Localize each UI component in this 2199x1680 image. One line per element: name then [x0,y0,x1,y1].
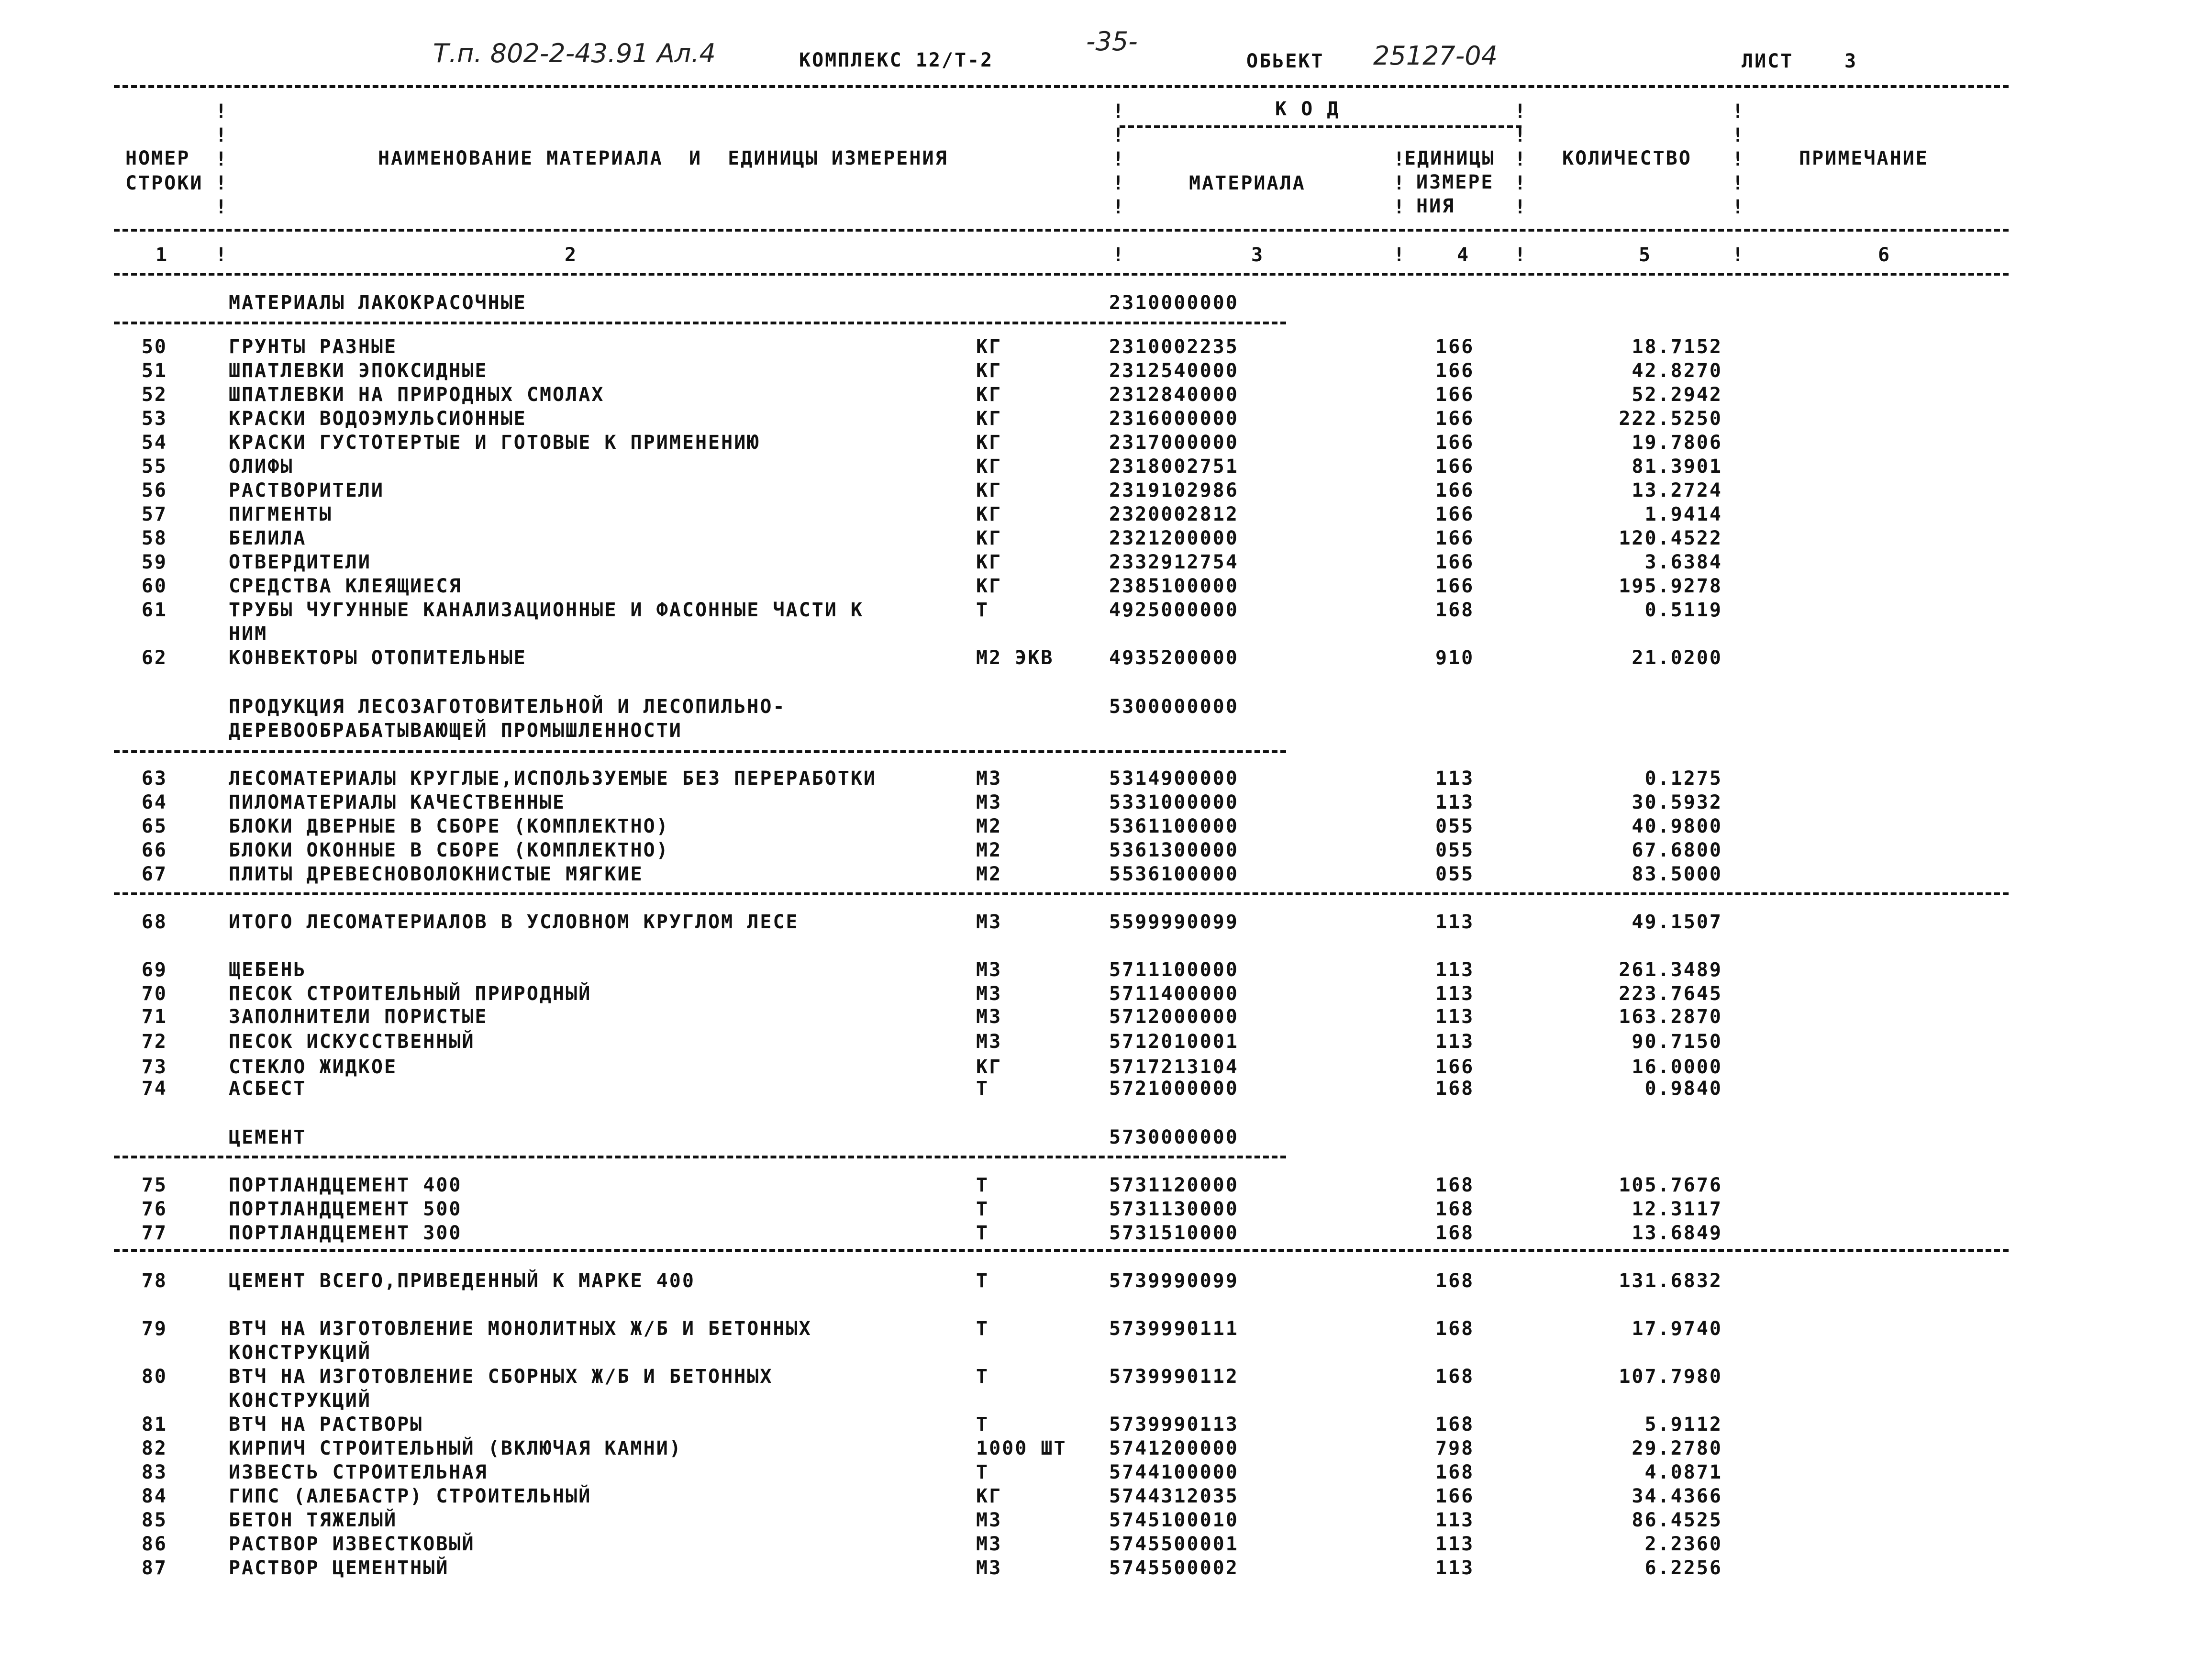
unit-name: Т [976,1270,989,1292]
material-name: ПИГМЕНТЫ [229,503,333,525]
separator-mark: ! [215,100,227,122]
quantity-value: 86.4525 [1632,1509,1722,1531]
col-header-row-no-2: СТРОКИ [125,172,203,194]
row-number: 59 [141,551,167,573]
unit-code: 166 [1435,575,1475,597]
quantity-value: 12.3117 [1632,1198,1722,1220]
unit-name: КГ [976,360,1002,382]
unit-code: 113 [1435,791,1475,813]
unit-name: М3 [976,1006,1002,1028]
object-label: ОБЬЕКТ [1246,50,1324,72]
row-number: 71 [141,1006,167,1028]
unit-code: 168 [1435,1078,1475,1100]
unit-code: 113 [1435,983,1475,1005]
material-name: ГРУНТЫ РАЗНЫЕ [229,336,398,358]
row-number: 68 [141,911,167,933]
header-rule-bottom [114,273,2009,276]
quantity-value: 40.9800 [1632,815,1722,837]
unit-code: 168 [1435,1174,1475,1196]
separator-mark: ! [1393,244,1405,266]
unit-name: М3 [976,1031,1002,1053]
quantity-value: 195.9278 [1619,575,1722,597]
row-number: 67 [141,863,167,885]
row-number: 72 [141,1031,167,1053]
material-name: ПЛИТЫ ДРЕВЕСНОВОЛОКНИСТЫЕ МЯГКИЕ [229,863,644,885]
material-name: КРАСКИ ГУСТОТЕРТЫЕ И ГОТОВЫЕ К ПРИМЕНЕНИЮ [229,432,760,454]
handwritten-reference: Т.п. 802-2-43.91 Ал.4 [433,38,716,68]
material-name: ВТЧ НА ИЗГОТОВЛЕНИЕ МОНОЛИТНЫХ Ж/Б И БЕТОННЫХ КОНСТРУКЦИЙ [229,1318,812,1364]
unit-code: 168 [1435,599,1475,621]
section-rule [114,1156,1286,1158]
material-name: РАСТВОР ЦЕМЕНТНЫЙ [229,1557,449,1579]
quantity-value: 107.7980 [1619,1366,1722,1388]
separator-mark: ! [1514,196,1526,218]
unit-code: 113 [1435,959,1475,981]
quantity-value: 0.1275 [1644,768,1722,790]
material-code: 4935200000 [1109,647,1239,669]
material-code: 5745100010 [1109,1509,1239,1531]
unit-name: М3 [976,1533,1002,1555]
quantity-value: 83.5000 [1632,863,1722,885]
unit-name: КГ [976,336,1002,358]
unit-name: КГ [976,456,1002,478]
row-number: 55 [141,456,167,478]
material-name: ПЕСОК СТРОИТЕЛЬНЫЙ ПРИРОДНЫЙ [229,983,592,1005]
col-header-code: К О Д [1275,98,1340,120]
unit-name: Т [976,1318,989,1340]
unit-code: 055 [1435,815,1475,837]
separator-mark: ! [215,244,227,266]
material-code: 2310002235 [1109,336,1239,358]
separator-mark: ! [1514,148,1526,170]
quantity-value: 18.7152 [1632,336,1722,358]
quantity-value: 223.7645 [1619,983,1722,1005]
quantity-value: 222.5250 [1619,408,1722,430]
unit-code: 910 [1435,647,1475,669]
row-number: 53 [141,408,167,430]
row-number: 79 [141,1318,167,1340]
row-number: 51 [141,360,167,382]
row-number: 58 [141,527,167,549]
quantity-value: 1.9414 [1644,503,1722,525]
unit-name: Т [976,1174,989,1196]
material-name: ВТЧ НА ИЗГОТОВЛЕНИЕ СБОРНЫХ Ж/Б И БЕТОННЫХ КОНСТРУКЦИЙ [229,1366,773,1412]
separator-mark: ! [1732,100,1744,122]
unit-code: 166 [1435,432,1475,454]
unit-code: 166 [1435,336,1475,358]
material-name: ПИЛОМАТЕРИАЛЫ КАЧЕСТВЕННЫЕ [229,791,566,813]
unit-code: 113 [1435,1533,1475,1555]
quantity-value: 120.4522 [1619,527,1722,549]
material-name: БЕЛИЛА [229,527,307,549]
material-code: 4925000000 [1109,599,1239,621]
material-name: СРЕДСТВА КЛЕЯЩИЕСЯ [229,575,462,597]
row-number: 52 [141,384,167,406]
row-number: 81 [141,1413,167,1435]
col-header-row-no-1: НОМЕР [125,147,190,169]
quantity-value: 21.0200 [1632,647,1722,669]
unit-name: КГ [976,1056,1002,1078]
material-name: МАТЕРИАЛЫ ЛАКОКРАСОЧНЫЕ [229,292,527,314]
material-name: СТЕКЛО ЖИДКОЕ [229,1056,398,1078]
unit-code: 113 [1435,1031,1475,1053]
material-code: 2310000000 [1109,292,1239,314]
quantity-value: 81.3901 [1632,456,1722,478]
unit-name: Т [976,1413,989,1435]
separator-mark: ! [215,196,227,218]
row-number: 73 [141,1056,167,1078]
col-header-name: НАИМЕНОВАНИЕ МАТЕРИАЛА И ЕДИНИЦЫ ИЗМЕРЕНИЯ [378,147,948,169]
unit-name: Т [976,1366,989,1388]
material-code: 5745500002 [1109,1557,1239,1579]
unit-name: М3 [976,768,1002,790]
col-header-unit-3: НИЯ [1416,195,1455,217]
material-code: 5361300000 [1109,839,1239,861]
col-header-material: МАТЕРИАЛА [1189,172,1306,194]
quantity-value: 131.6832 [1619,1270,1722,1292]
material-name: ОЛИФЫ [229,456,294,478]
unit-code: 113 [1435,1006,1475,1028]
quantity-value: 6.2256 [1644,1557,1722,1579]
material-code: 5745500001 [1109,1533,1239,1555]
separator-mark: ! [215,148,227,170]
quantity-value: 261.3489 [1619,959,1722,981]
row-number: 50 [141,336,167,358]
separator-mark: ! [1112,196,1124,218]
material-code: 5331000000 [1109,791,1239,813]
material-name: ИЗВЕСТЬ СТРОИТЕЛЬНАЯ [229,1461,488,1483]
unit-name: М2 ЭКВ [976,647,1054,669]
material-code: 5741200000 [1109,1437,1239,1459]
material-name: КРАСКИ ВОДОЭМУЛЬСИОННЫЕ [229,408,527,430]
unit-code: 166 [1435,384,1475,406]
material-name: ПРОДУКЦИЯ ЛЕСОЗАГОТОВИТЕЛЬНОЙ И ЛЕСОПИЛЬНО- ДЕРЕВООБРАБАТЫВАЮЩЕЙ ПРОМЫШЛЕННОСТИ [229,696,786,742]
quantity-value: 52.2942 [1632,384,1722,406]
material-name: ШПАТЛЕВКИ НА ПРИРОДНЫХ СМОЛАХ [229,384,605,406]
material-code: 5730000000 [1109,1126,1239,1148]
quantity-value: 13.6849 [1632,1222,1722,1244]
quantity-value: 16.0000 [1632,1056,1722,1078]
section-rule-full [114,892,2009,895]
unit-code: 168 [1435,1413,1475,1435]
col-number-6: 6 [1878,244,1891,266]
material-code: 5300000000 [1109,696,1239,718]
unit-name: М2 [976,863,1002,885]
material-code: 5731120000 [1109,1174,1239,1196]
unit-code: 166 [1435,360,1475,382]
material-code: 5711100000 [1109,959,1239,981]
unit-name: М2 [976,839,1002,861]
separator-mark: ! [1112,148,1124,170]
header-rule-top [114,85,2009,88]
separator-mark: ! [1732,172,1744,194]
row-number: 62 [141,647,167,669]
quantity-value: 0.5119 [1644,599,1722,621]
material-name: КИРПИЧ СТРОИТЕЛЬНЫЙ (ВКЛЮЧАЯ КАМНИ) [229,1437,682,1459]
material-code: 2312840000 [1109,384,1239,406]
quantity-value: 67.6800 [1632,839,1722,861]
material-code: 5739990099 [1109,1270,1239,1292]
sheet-label: ЛИСТ [1742,50,1794,72]
separator-mark: ! [1393,196,1405,218]
separator-mark: ! [1393,172,1405,194]
row-number: 54 [141,432,167,454]
material-code: 2318002751 [1109,456,1239,478]
separator-mark: ! [1732,196,1744,218]
material-code: 5721000000 [1109,1078,1239,1100]
material-name: РАСТВОРИТЕЛИ [229,479,384,501]
unit-code: 168 [1435,1222,1475,1244]
material-name: ПЕСОК ИСКУССТВЕННЫЙ [229,1031,475,1053]
material-code: 5739990112 [1109,1366,1239,1388]
material-name: ГИПС (АЛЕБАСТР) СТРОИТЕЛЬНЫЙ [229,1485,592,1507]
unit-name: Т [976,1078,989,1100]
row-number: 83 [141,1461,167,1483]
row-number: 78 [141,1270,167,1292]
separator-mark: ! [1732,148,1744,170]
quantity-value: 19.7806 [1632,432,1722,454]
col-number-1: 1 [155,244,169,266]
unit-name: КГ [976,1485,1002,1507]
object-number: 25127-04 [1373,41,1498,71]
row-number: 77 [141,1222,167,1244]
separator-mark: ! [1514,100,1526,122]
unit-code: 166 [1435,551,1475,573]
quantity-value: 105.7676 [1619,1174,1722,1196]
unit-name: М3 [976,911,1002,933]
row-number: 60 [141,575,167,597]
unit-name: М2 [976,815,1002,837]
unit-code: 168 [1435,1198,1475,1220]
material-code: 5711400000 [1109,983,1239,1005]
unit-code: 113 [1435,1557,1475,1579]
row-number: 75 [141,1174,167,1196]
unit-name: М3 [976,1509,1002,1531]
unit-name: 1000 ШТ [976,1437,1067,1459]
row-number: 80 [141,1366,167,1388]
material-code: 5717213104 [1109,1056,1239,1078]
unit-name: М3 [976,791,1002,813]
unit-code: 166 [1435,1056,1475,1078]
unit-code: 055 [1435,839,1475,861]
row-number: 61 [141,599,167,621]
separator-mark: ! [215,124,227,146]
quantity-value: 5.9112 [1644,1413,1722,1435]
unit-name: М3 [976,983,1002,1005]
unit-name: КГ [976,432,1002,454]
separator-mark: ! [1393,148,1405,170]
unit-code: 113 [1435,911,1475,933]
unit-name: КГ [976,575,1002,597]
row-number: 56 [141,479,167,501]
row-number: 76 [141,1198,167,1220]
sheet-number: 3 [1844,50,1858,72]
material-name: АСБЕСТ [229,1078,307,1100]
separator-mark: ! [215,172,227,194]
row-number: 65 [141,815,167,837]
unit-name: КГ [976,503,1002,525]
material-name: КОНВЕКТОРЫ ОТОПИТЕЛЬНЫЕ [229,647,527,669]
material-code: 5739990113 [1109,1413,1239,1435]
unit-code: 168 [1435,1318,1475,1340]
material-name: БЕТОН ТЯЖЕЛЫЙ [229,1509,398,1531]
unit-code: 166 [1435,1485,1475,1507]
separator-mark: ! [1112,100,1124,122]
material-code: 2332912754 [1109,551,1239,573]
col-number-3: 3 [1251,244,1265,266]
row-number: 70 [141,983,167,1005]
col-header-note: ПРИМЕЧАНИЕ [1799,147,1929,169]
unit-code: 166 [1435,527,1475,549]
unit-name: КГ [976,384,1002,406]
code-header-rule [1120,125,1522,128]
section-rule-full [114,1249,2009,1252]
material-name: ОТВЕРДИТЕЛИ [229,551,371,573]
material-code: 2385100000 [1109,575,1239,597]
quantity-value: 4.0871 [1644,1461,1722,1483]
material-name: ИТОГО ЛЕСОМАТЕРИАЛОВ В УСЛОВНОМ КРУГЛОМ ЛЕСЕ [229,911,799,933]
material-name: ЦЕМЕНТ ВСЕГО,ПРИВЕДЕННЫЙ К МАРКЕ 400 [229,1270,695,1292]
col-header-quantity: КОЛИЧЕСТВО [1562,147,1692,169]
unit-code: 166 [1435,456,1475,478]
unit-code: 168 [1435,1270,1475,1292]
unit-name: Т [976,599,989,621]
material-code: 5599990099 [1109,911,1239,933]
material-name: ВТЧ НА РАСТВОРЫ [229,1413,423,1435]
quantity-value: 42.8270 [1632,360,1722,382]
section-rule [114,750,1286,753]
material-name: ЛЕСОМАТЕРИАЛЫ КРУГЛЫЕ,ИСПОЛЬЗУЕМЫЕ БЕЗ ПЕРЕРАБОТКИ [229,768,877,790]
complex-label: КОМПЛЕКС 12/Т-2 [799,49,994,71]
material-code: 5712000000 [1109,1006,1239,1028]
page-number: -35- [1086,26,1138,56]
separator-mark: ! [1112,244,1124,266]
unit-code: 168 [1435,1366,1475,1388]
separator-mark: ! [1514,124,1526,146]
quantity-value: 34.4366 [1632,1485,1722,1507]
material-name: ПОРТЛАНДЦЕМЕНТ 400 [229,1174,462,1196]
row-number: 66 [141,839,167,861]
material-code: 2321200000 [1109,527,1239,549]
quantity-value: 90.7150 [1632,1031,1722,1053]
col-number-4: 4 [1457,244,1470,266]
material-code: 5739990111 [1109,1318,1239,1340]
unit-code: 055 [1435,863,1475,885]
quantity-value: 0.9840 [1644,1078,1722,1100]
material-code: 5712010001 [1109,1031,1239,1053]
material-code: 2312540000 [1109,360,1239,382]
row-number: 85 [141,1509,167,1531]
row-number: 63 [141,768,167,790]
row-number: 82 [141,1437,167,1459]
material-name: ТРУБЫ ЧУГУННЫЕ КАНАЛИЗАЦИОННЫЕ И ФАСОННЫЕ ЧАСТИ К НИМ [229,599,864,645]
material-name: БЛОКИ ОКОННЫЕ В СБОРЕ (КОМПЛЕКТНО) [229,839,669,861]
separator-mark: ! [1514,172,1526,194]
col-number-5: 5 [1639,244,1652,266]
row-number: 57 [141,503,167,525]
material-name: ПОРТЛАНДЦЕМЕНТ 300 [229,1222,462,1244]
material-code: 5536100000 [1109,863,1239,885]
row-number: 84 [141,1485,167,1507]
row-number: 64 [141,791,167,813]
unit-name: КГ [976,551,1002,573]
material-name: РАСТВОР ИЗВЕСТКОВЫЙ [229,1533,475,1555]
unit-code: 798 [1435,1437,1475,1459]
material-code: 5731130000 [1109,1198,1239,1220]
material-code: 5744312035 [1109,1485,1239,1507]
col-header-unit-2: ИЗМЕРЕ [1416,171,1494,193]
row-number: 87 [141,1557,167,1579]
unit-name: Т [976,1198,989,1220]
quantity-value: 29.2780 [1632,1437,1722,1459]
unit-code: 166 [1435,479,1475,501]
material-name: ПОРТЛАНДЦЕМЕНТ 500 [229,1198,462,1220]
unit-code: 168 [1435,1461,1475,1483]
row-number: 69 [141,959,167,981]
material-code: 5361100000 [1109,815,1239,837]
row-number: 86 [141,1533,167,1555]
material-code: 2320002812 [1109,503,1239,525]
unit-code: 113 [1435,1509,1475,1531]
unit-name: КГ [976,408,1002,430]
unit-name: КГ [976,527,1002,549]
row-number: 74 [141,1078,167,1100]
unit-code: 166 [1435,408,1475,430]
quantity-value: 13.2724 [1632,479,1722,501]
material-name: ЗАПОЛНИТЕЛИ ПОРИСТЫЕ [229,1006,488,1028]
separator-mark: ! [1112,124,1124,146]
unit-name: Т [976,1461,989,1483]
quantity-value: 2.2360 [1644,1533,1722,1555]
material-code: 2317000000 [1109,432,1239,454]
unit-code: 113 [1435,768,1475,790]
separator-mark: ! [1732,124,1744,146]
quantity-value: 17.9740 [1632,1318,1722,1340]
material-code: 2319102986 [1109,479,1239,501]
col-header-unit-1: ЕДИНИЦЫ [1404,147,1495,169]
material-code: 5744100000 [1109,1461,1239,1483]
unit-name: М3 [976,1557,1002,1579]
quantity-value: 163.2870 [1619,1006,1722,1028]
quantity-value: 30.5932 [1632,791,1722,813]
material-code: 2316000000 [1109,408,1239,430]
quantity-value: 49.1507 [1632,911,1722,933]
unit-name: КГ [976,479,1002,501]
material-code: 5731510000 [1109,1222,1239,1244]
unit-code: 166 [1435,503,1475,525]
material-name: ЩЕБЕНЬ [229,959,307,981]
header-rule-mid [114,229,2009,232]
separator-mark: ! [1732,244,1744,266]
material-name: ЦЕМЕНТ [229,1126,307,1148]
section-rule [114,322,1286,324]
quantity-value: 3.6384 [1644,551,1722,573]
material-code: 5314900000 [1109,768,1239,790]
material-name: ШПАТЛЕВКИ ЭПОКСИДНЫЕ [229,360,488,382]
material-name: БЛОКИ ДВЕРНЫЕ В СБОРЕ (КОМПЛЕКТНО) [229,815,669,837]
unit-name: М3 [976,959,1002,981]
separator-mark: ! [1112,172,1124,194]
col-number-2: 2 [565,244,578,266]
unit-name: Т [976,1222,989,1244]
separator-mark: ! [1514,244,1526,266]
